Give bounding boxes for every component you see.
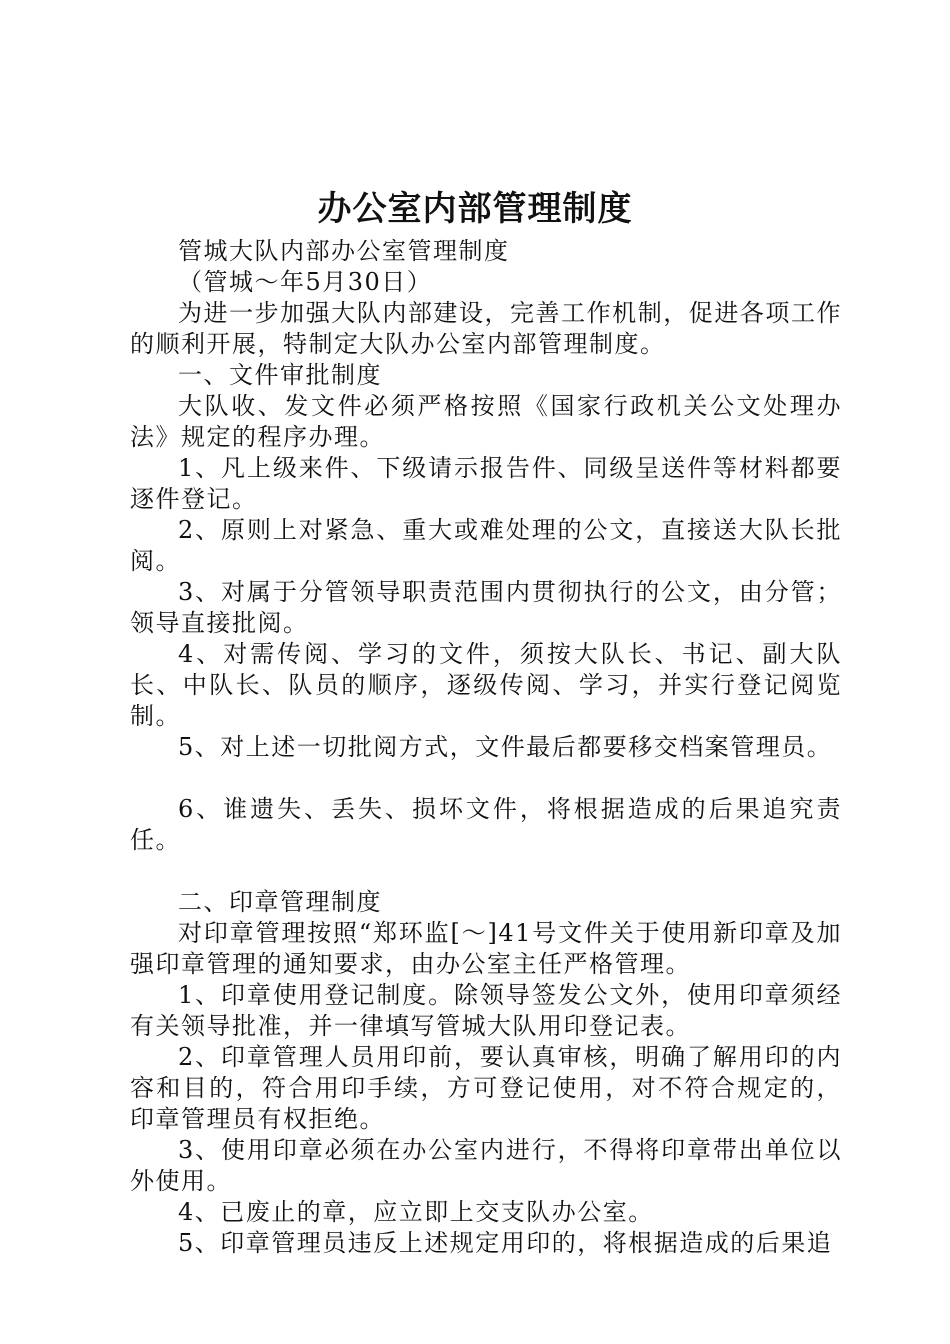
paragraph: 大队收、发文件必须严格按照《国家行政机关公文处理办法》规定的程序办理。 [130,392,842,451]
intro-paragraph: 为进一步加强大队内部建设，完善工作机制，促进各项工作的顺利开展，特制定大队办公室内部管理制度。 [130,299,842,358]
list-item: 3、使用印章必须在办公室内进行，不得将印章带出单位以外使用。 [130,1136,842,1195]
list-item: 5、印章管理员违反上述规定用印的，将根据造成的后果追 [178,1229,833,1257]
paragraph: 对印章管理按照“郑环监[～]41号文件关于使用新印章及加强印章管理的通知要求，由办公室主任严格管理。 [130,919,842,978]
list-item: 3、对属于分管领导职责范围内贯彻执行的公文，由分管；领导直接批阅。 [130,578,842,637]
section-heading-seal-management: 二、印章管理制度 [178,888,382,916]
document-title: 办公室内部管理制度 [317,189,633,229]
document-body [130,236,842,1259]
list-item: 6、谁遗失、丢失、损坏文件，将根据造成的后果追究责任。 [130,795,842,854]
list-item: 1、凡上级来件、下级请示报告件、同级呈送件等材料都要逐件登记。 [130,454,842,513]
list-item: 5、对上述一切批阅方式，文件最后都要移交档案管理员。 [178,733,833,761]
list-item: 2、印章管理人员用印前，要认真审核，明确了解用印的内容和目的，符合用印手续，方可登记使用，对不符合规定的，印章管理员有权拒绝。 [130,1043,842,1133]
list-item: 4、已废止的章，应立即上交支队办公室。 [178,1198,654,1226]
list-item: 4、对需传阅、学习的文件，须按大队长、书记、副大队长、中队长、队员的顺序，逐级传阅、学习，并实行登记阅览制。 [130,640,842,730]
list-item: 2、原则上对紧急、重大或难处理的公文，直接送大队长批阅。 [130,516,842,575]
list-item: 1、印章使用登记制度。除领导签发公文外，使用印章须经有关领导批准，并一律填写管城大队用印登记表。 [130,981,842,1040]
date-line: （管城～年5月30日） [178,268,433,296]
section-heading-file-approval: 一、文件审批制度 [178,361,382,389]
subtitle-line: 管城大队内部办公室管理制度 [178,237,510,265]
